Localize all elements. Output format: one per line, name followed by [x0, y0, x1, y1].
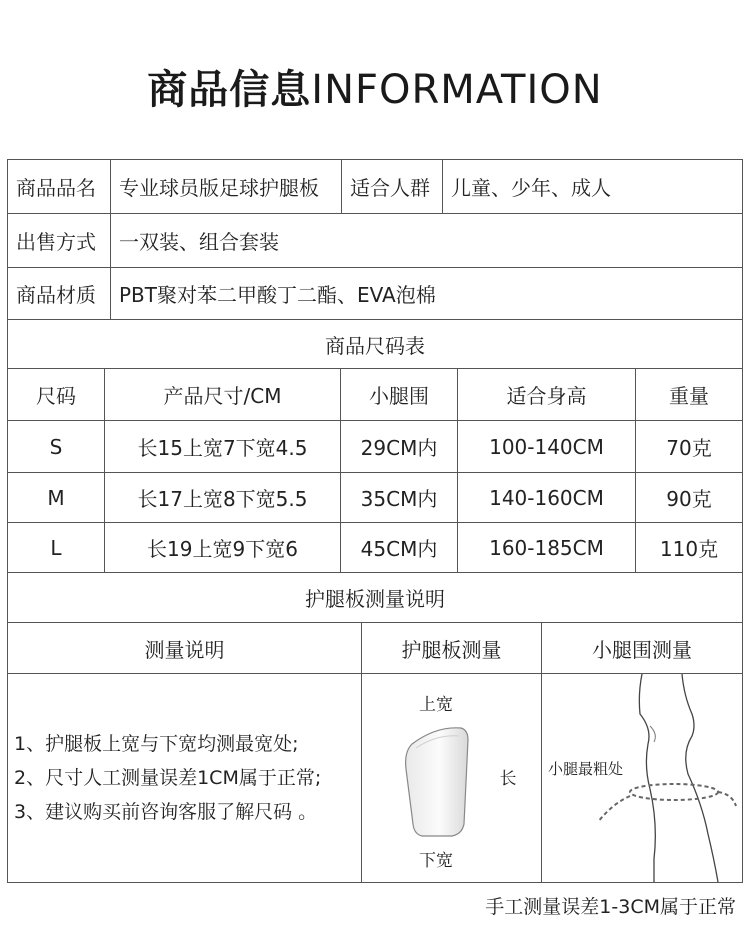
shin-guard-diagram	[362, 674, 541, 882]
calf-tape-measure	[630, 784, 718, 800]
measure-note-1: 1、护腿板上宽与下宽均测最宽处;	[14, 733, 299, 755]
knee-line	[650, 726, 655, 742]
size-header-weight: 重量	[635, 368, 743, 421]
name-value: 专业球员版足球护腿板	[110, 159, 342, 214]
size-row-l-calf: 45CM内	[340, 522, 458, 573]
measure-note-2: 2、尺寸人工测量误差1CM属于正常;	[14, 767, 322, 789]
info-sheet	[7, 159, 743, 883]
size-row-m-height: 140-160CM	[457, 472, 636, 523]
size-row-m-size: M	[7, 472, 105, 523]
guard-bottom-label: 下宽	[419, 851, 453, 871]
size-row-m-weight: 90克	[635, 472, 743, 523]
measure-note-3: 3、建议购买前咨询客服了解尺码 。	[14, 801, 318, 823]
sale-label: 出售方式	[7, 213, 111, 268]
size-header-height: 适合身高	[457, 368, 636, 421]
page-title-cn: 商品信息	[147, 67, 312, 113]
page-title-en: INFORMATION	[311, 67, 603, 113]
measure-header-notes: 测量说明	[7, 622, 362, 674]
size-row-s-size: S	[7, 420, 105, 473]
shin-guard-shape	[406, 728, 468, 836]
size-header-dimensions: 产品尺寸/CM	[104, 368, 341, 421]
size-row-s-weight: 70克	[635, 420, 743, 473]
size-header-calf: 小腿围	[340, 368, 458, 421]
measurement-error-note: 手工测量误差1-3CM属于正常	[485, 896, 736, 918]
tape-end-left	[598, 796, 630, 822]
guard-diagram-cell	[361, 673, 542, 883]
material-value: PBT聚对苯二甲酸丁二酯、EVA泡棉	[110, 267, 743, 320]
name-label: 商品品名	[7, 159, 111, 214]
calf-diagram-cell	[541, 673, 743, 883]
sale-value: 一双装、组合套装	[110, 213, 743, 268]
size-row-l-height: 160-185CM	[457, 522, 636, 573]
material-label: 商品材质	[7, 267, 111, 320]
leg-outline-left	[639, 674, 655, 882]
size-row-m-calf: 35CM内	[340, 472, 458, 523]
size-header-size: 尺码	[7, 368, 105, 421]
size-row-l-weight: 110克	[635, 522, 743, 573]
measure-header-guard: 护腿板测量	[361, 622, 542, 674]
audience-label: 适合人群	[341, 159, 443, 214]
tape-end-right	[718, 792, 736, 806]
guard-length-label: 长	[499, 769, 517, 789]
size-row-s-height: 100-140CM	[457, 420, 636, 473]
measure-header-calf: 小腿围测量	[541, 622, 743, 674]
guard-top-label: 上宽	[419, 695, 453, 715]
leg-outline-right	[682, 674, 718, 882]
size-row-l-dimensions: 长19上宽9下宽6	[104, 522, 341, 573]
measure-notes	[7, 673, 362, 883]
measure-title: 护腿板测量说明	[7, 572, 743, 623]
size-row-s-dimensions: 长15上宽7下宽4.5	[104, 420, 341, 473]
size-row-m-dimensions: 长17上宽8下宽5.5	[104, 472, 341, 523]
size-row-s-calf: 29CM内	[340, 420, 458, 473]
calf-diagram	[542, 674, 742, 882]
size-table-title: 商品尺码表	[7, 319, 743, 369]
page-title	[0, 58, 750, 115]
calf-thickest-label: 小腿最粗处	[548, 760, 624, 778]
audience-value: 儿童、少年、成人	[442, 159, 743, 214]
size-row-l-size: L	[7, 522, 105, 573]
